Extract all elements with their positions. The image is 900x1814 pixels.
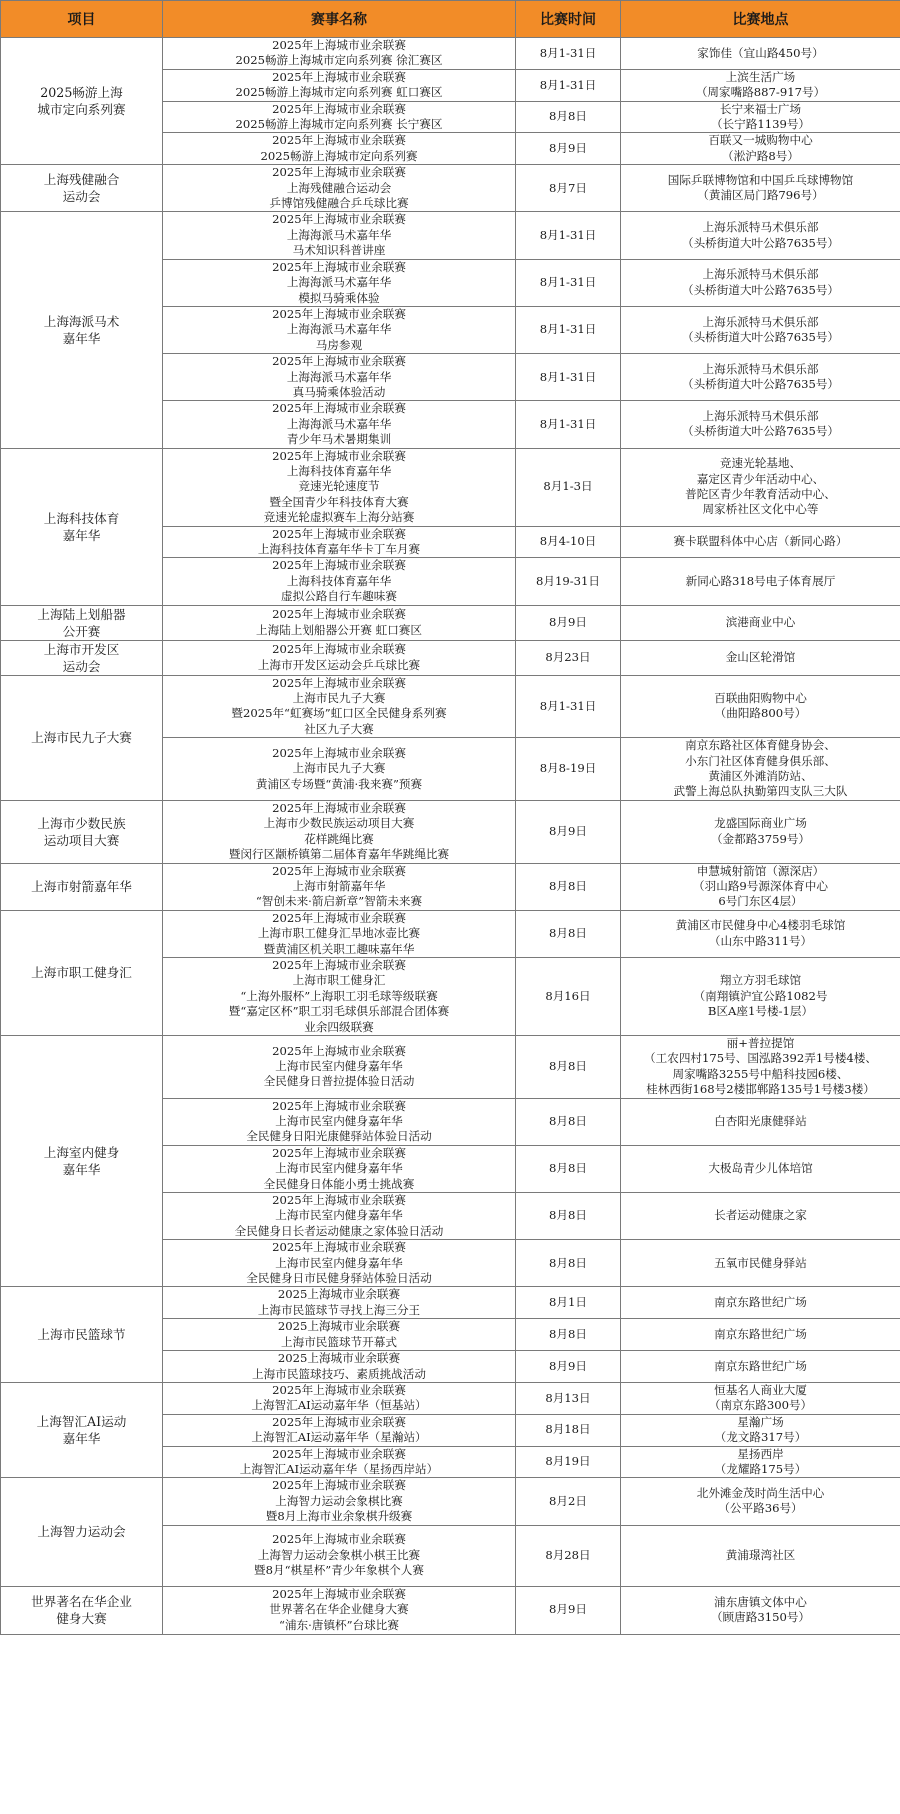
event-time-cell: 8月19日 — [516, 1446, 621, 1478]
table-row — [1, 1478, 900, 1525]
event-location-cell: 浦东唐镇文体中心 （顾唐路3150号） — [621, 1586, 900, 1634]
category-cell: 上海市民九子大赛 — [1, 675, 163, 800]
event-location-cell: 白杏阳光康健驿站 — [621, 1098, 900, 1145]
event-time-cell: 8月19-31日 — [516, 558, 621, 605]
event-time-cell: 8月8-19日 — [516, 738, 621, 801]
table-row — [1, 1287, 900, 1319]
event-time-cell: 8月1-31日 — [516, 401, 621, 448]
table-row — [1, 910, 900, 957]
category-cell: 上海陆上划船器 公开赛 — [1, 605, 163, 640]
event-location-cell: 国际乒联博物馆和中国乒乓球博物馆 （黄浦区局门路796号） — [621, 165, 900, 212]
event-location-cell: 龙盛国际商业广场 （金都路3759号） — [621, 800, 900, 863]
event-time-cell: 8月4-10日 — [516, 526, 621, 558]
event-name-cell: 2025年上海城市业余联赛 上海市民九子大赛 暨2025年“虹赛场”虹口区全民健身系列赛 社区九子大赛 — [163, 675, 516, 738]
event-location-cell: 北外滩金茂时尚生活中心 （公平路36号） — [621, 1478, 900, 1525]
event-time-cell: 8月8日 — [516, 1193, 621, 1240]
header-event-time: 比赛时间 — [516, 1, 621, 38]
event-name-cell: 2025年上海城市业余联赛 上海海派马术嘉年华 青少年马术暑期集训 — [163, 401, 516, 448]
event-time-cell: 8月8日 — [516, 1145, 621, 1192]
event-name-cell: 2025年上海城市业余联赛 2025畅游上海城市定向系列赛 徐汇赛区 — [163, 38, 516, 70]
event-name-cell: 2025年上海城市业余联赛 上海市职工健身汇 “上海外服杯”上海职工羽毛球等级联赛 暨“嘉定区杯”职工羽毛球俱乐部混合团体赛 业余四级联赛 — [163, 957, 516, 1035]
event-location-cell: 星瀚广场 （龙文路317号） — [621, 1414, 900, 1446]
category-cell: 上海残健融合 运动会 — [1, 165, 163, 212]
event-location-cell: 翔立方羽毛球馆 （南翔镇沪宜公路1082号 B区A座1号楼-1层） — [621, 957, 900, 1035]
event-location-cell: 上海乐派特马术俱乐部 （头桥街道大叶公路7635号） — [621, 306, 900, 353]
event-time-cell: 8月1-3日 — [516, 448, 621, 526]
event-location-cell: 竞速光轮基地、 嘉定区青少年活动中心、 普陀区青少年教育活动中心、 周家桥社区文化中心等 — [621, 448, 900, 526]
event-time-cell: 8月9日 — [516, 605, 621, 640]
event-time-cell: 8月8日 — [516, 910, 621, 957]
category-cell: 上海市射箭嘉年华 — [1, 863, 163, 910]
table-row — [1, 1035, 900, 1098]
category-cell: 上海智力运动会 — [1, 1478, 163, 1586]
event-time-cell: 8月8日 — [516, 863, 621, 910]
category-cell: 上海室内健身 嘉年华 — [1, 1035, 163, 1287]
table-row — [1, 212, 900, 259]
event-time-cell: 8月1-31日 — [516, 38, 621, 70]
event-name-cell: 2025年上海城市业余联赛 2025畅游上海城市定向系列赛 虹口赛区 — [163, 69, 516, 101]
category-cell: 上海海派马术 嘉年华 — [1, 212, 163, 448]
table-row — [1, 863, 900, 910]
event-name-cell: 2025年上海城市业余联赛 上海市民九子大赛 黄浦区专场暨“黄浦·我来赛”预赛 — [163, 738, 516, 801]
event-time-cell: 8月2日 — [516, 1478, 621, 1525]
category-cell: 上海科技体育 嘉年华 — [1, 448, 163, 605]
event-name-cell: 2025年上海城市业余联赛 上海科技体育嘉年华 竞速光轮速度节 暨全国青少年科技体育大赛 竞速光轮虚拟赛车上海分站赛 — [163, 448, 516, 526]
event-time-cell: 8月1日 — [516, 1287, 621, 1319]
header-event-location: 比赛地点 — [621, 1, 900, 38]
event-name-cell: 2025上海城市业余联赛 上海市民篮球节寻找上海三分王 — [163, 1287, 516, 1319]
event-time-cell: 8月1-31日 — [516, 354, 621, 401]
category-cell: 世界著名在华企业 健身大赛 — [1, 1586, 163, 1634]
event-time-cell: 8月9日 — [516, 133, 621, 165]
event-name-cell: 2025年上海城市业余联赛 上海市民室内健身嘉年华 全民健身日普拉提体验日活动 — [163, 1035, 516, 1098]
event-location-cell: 黄浦璟湾社区 — [621, 1525, 900, 1586]
event-name-cell: 2025年上海城市业余联赛 上海陆上划船器公开赛 虹口赛区 — [163, 605, 516, 640]
table-header-row — [1, 1, 900, 38]
event-name-cell: 2025年上海城市业余联赛 上海智汇AI运动嘉年华（恒基站） — [163, 1382, 516, 1414]
event-name-cell: 2025年上海城市业余联赛 世界著名在华企业健身大赛 “浦东·唐镇杯”台球比赛 — [163, 1586, 516, 1634]
table-row — [1, 448, 900, 526]
table-row — [1, 1586, 900, 1634]
event-time-cell: 8月13日 — [516, 1382, 621, 1414]
event-location-cell: 恒基名人商业大厦 （南京东路300号） — [621, 1382, 900, 1414]
event-location-cell: 上海乐派特马术俱乐部 （头桥街道大叶公路7635号） — [621, 354, 900, 401]
event-name-cell: 2025年上海城市业余联赛 上海科技体育嘉年华 虚拟公路自行车趣味赛 — [163, 558, 516, 605]
event-location-cell: 上滨生活广场 （周家嘴路887-917号） — [621, 69, 900, 101]
table-row — [1, 675, 900, 738]
event-time-cell: 8月9日 — [516, 800, 621, 863]
table-row — [1, 605, 900, 640]
event-name-cell: 2025年上海城市业余联赛 上海市射箭嘉年华 “智创未来·箭启新章”智箭未来赛 — [163, 863, 516, 910]
event-location-cell: 南京东路世纪广场 — [621, 1351, 900, 1383]
event-name-cell: 2025年上海城市业余联赛 2025畅游上海城市定向系列赛 — [163, 133, 516, 165]
event-time-cell: 8月23日 — [516, 640, 621, 675]
header-event-name: 赛事名称 — [163, 1, 516, 38]
event-name-cell: 2025年上海城市业余联赛 上海市民室内健身嘉年华 全民健身日长者运动健康之家体验日活动 — [163, 1193, 516, 1240]
event-name-cell: 2025年上海城市业余联赛 上海市民室内健身嘉年华 全民健身日体能小勇士挑战赛 — [163, 1145, 516, 1192]
table-row — [1, 165, 900, 212]
event-time-cell: 8月9日 — [516, 1586, 621, 1634]
event-time-cell: 8月1-31日 — [516, 259, 621, 306]
table-row — [1, 640, 900, 675]
table-body — [1, 38, 900, 1635]
category-cell: 2025畅游上海 城市定向系列赛 — [1, 38, 163, 165]
event-name-cell: 2025年上海城市业余联赛 上海市开发区运动会乒乓球比赛 — [163, 640, 516, 675]
event-name-cell: 2025年上海城市业余联赛 上海残健融合运动会 乒博馆残健融合乒乓球比赛 — [163, 165, 516, 212]
event-time-cell: 8月8日 — [516, 1240, 621, 1287]
event-location-cell: 上海乐派特马术俱乐部 （头桥街道大叶公路7635号） — [621, 401, 900, 448]
event-location-cell: 丽+普拉提馆 （工农四村175号、国泓路392弄1号楼4楼、 周家嘴路3255号中船科技园6楼、 桂林西街168号2楼邯郸路135号1号楼3楼） — [621, 1035, 900, 1098]
event-time-cell: 8月16日 — [516, 957, 621, 1035]
event-location-cell: 南京东路世纪广场 — [621, 1287, 900, 1319]
event-location-cell: 长者运动健康之家 — [621, 1193, 900, 1240]
event-time-cell: 8月8日 — [516, 1035, 621, 1098]
event-name-cell: 2025年上海城市业余联赛 2025畅游上海城市定向系列赛 长宁赛区 — [163, 101, 516, 133]
event-name-cell: 2025年上海城市业余联赛 上海海派马术嘉年华 马房参观 — [163, 306, 516, 353]
category-cell: 上海市少数民族 运动项目大赛 — [1, 800, 163, 863]
event-time-cell: 8月8日 — [516, 1098, 621, 1145]
event-location-cell: 南京东路社区体育健身协会、 小东门社区体育健身俱乐部、 黄浦区外滩消防站、 武警上海总队执勤第四支队三大队 — [621, 738, 900, 801]
category-cell: 上海市民篮球节 — [1, 1287, 163, 1382]
event-location-cell: 南京东路世纪广场 — [621, 1319, 900, 1351]
event-time-cell: 8月7日 — [516, 165, 621, 212]
event-location-cell: 百联曲阳购物中心 （曲阳路800号） — [621, 675, 900, 738]
event-location-cell: 星扬西岸 （龙耀路175号） — [621, 1446, 900, 1478]
event-location-cell: 长宁来福士广场 （长宁路1139号） — [621, 101, 900, 133]
event-name-cell: 2025年上海城市业余联赛 上海智力运动会象棋小棋王比赛 暨8月“棋星杯”青少年象棋个人赛 — [163, 1525, 516, 1586]
event-location-cell: 五氧市民健身驿站 — [621, 1240, 900, 1287]
event-time-cell: 8月1-31日 — [516, 306, 621, 353]
event-location-cell: 赛卡联盟科体中心店（新同心路） — [621, 526, 900, 558]
event-time-cell: 8月8日 — [516, 101, 621, 133]
category-cell: 上海市职工健身汇 — [1, 910, 163, 1035]
event-time-cell: 8月1-31日 — [516, 212, 621, 259]
event-name-cell: 2025年上海城市业余联赛 上海市民室内健身嘉年华 全民健身日阳光康健驿站体验日活动 — [163, 1098, 516, 1145]
event-time-cell: 8月28日 — [516, 1525, 621, 1586]
event-name-cell: 2025上海城市业余联赛 上海市民篮球节开幕式 — [163, 1319, 516, 1351]
event-time-cell: 8月18日 — [516, 1414, 621, 1446]
event-location-cell: 新同心路318号电子体育展厅 — [621, 558, 900, 605]
table-row — [1, 38, 900, 70]
event-name-cell: 2025年上海城市业余联赛 上海海派马术嘉年华 马术知识科普讲座 — [163, 212, 516, 259]
event-name-cell: 2025年上海城市业余联赛 上海智力运动会象棋比赛 暨8月上海市业余象棋升级赛 — [163, 1478, 516, 1525]
event-location-cell: 滨港商业中心 — [621, 605, 900, 640]
event-name-cell: 2025年上海城市业余联赛 上海市民室内健身嘉年华 全民健身日市民健身驿站体验日活动 — [163, 1240, 516, 1287]
header-category: 项目 — [1, 1, 163, 38]
event-name-cell: 2025年上海城市业余联赛 上海海派马术嘉年华 真马骑乘体验活动 — [163, 354, 516, 401]
event-time-cell: 8月1-31日 — [516, 69, 621, 101]
category-cell: 上海智汇AI运动 嘉年华 — [1, 1382, 163, 1477]
event-time-cell: 8月9日 — [516, 1351, 621, 1383]
event-location-cell: 大极岛青少儿体培馆 — [621, 1145, 900, 1192]
event-location-cell: 申慧城射箭馆（源深店） （羽山路9号源深体育中心 6号门东区4层） — [621, 863, 900, 910]
event-name-cell: 2025上海城市业余联赛 上海市民篮球技巧、素质挑战活动 — [163, 1351, 516, 1383]
event-name-cell: 2025年上海城市业余联赛 上海市职工健身汇旱地冰壶比赛 暨黄浦区机关职工趣味嘉年华 — [163, 910, 516, 957]
category-cell: 上海市开发区 运动会 — [1, 640, 163, 675]
table-row — [1, 800, 900, 863]
table-row — [1, 1382, 900, 1414]
event-location-cell: 上海乐派特马术俱乐部 （头桥街道大叶公路7635号） — [621, 259, 900, 306]
event-name-cell: 2025年上海城市业余联赛 上海智汇AI运动嘉年华（星扬西岸站） — [163, 1446, 516, 1478]
event-name-cell: 2025年上海城市业余联赛 上海智汇AI运动嘉年华（星瀚站） — [163, 1414, 516, 1446]
event-location-cell: 黄浦区市民健身中心4楼羽毛球馆 （山东中路311号） — [621, 910, 900, 957]
event-location-cell: 家饰佳（宜山路450号） — [621, 38, 900, 70]
event-location-cell: 上海乐派特马术俱乐部 （头桥街道大叶公路7635号） — [621, 212, 900, 259]
event-name-cell: 2025年上海城市业余联赛 上海市少数民族运动项目大赛 花样跳绳比赛 暨闵行区颛桥镇第二届体育嘉年华跳绳比赛 — [163, 800, 516, 863]
event-name-cell: 2025年上海城市业余联赛 上海科技体育嘉年华卡丁车月赛 — [163, 526, 516, 558]
event-time-cell: 8月8日 — [516, 1319, 621, 1351]
event-location-cell: 金山区轮滑馆 — [621, 640, 900, 675]
event-time-cell: 8月1-31日 — [516, 675, 621, 738]
event-name-cell: 2025年上海城市业余联赛 上海海派马术嘉年华 模拟马骑乘体验 — [163, 259, 516, 306]
event-location-cell: 百联又一城购物中心 （淞沪路8号） — [621, 133, 900, 165]
